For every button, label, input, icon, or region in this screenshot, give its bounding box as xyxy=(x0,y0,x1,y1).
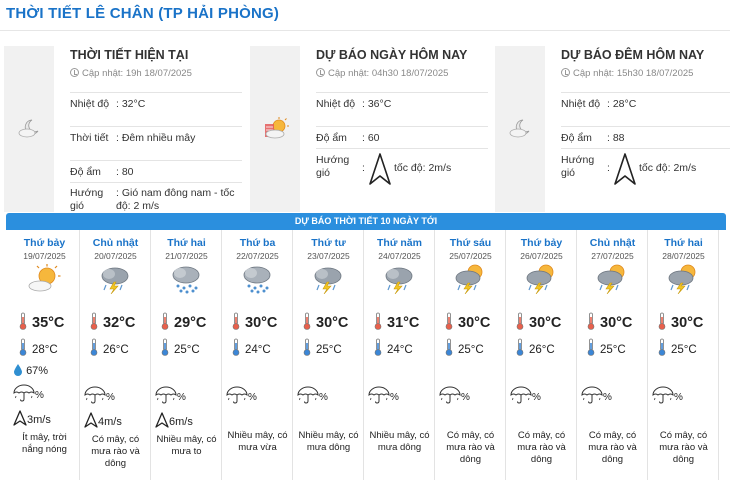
thermometer-cold-icon xyxy=(232,344,245,356)
forecast-max-temp xyxy=(303,312,348,331)
thermometer-cold-icon xyxy=(587,344,600,356)
forecast-min-temp xyxy=(90,338,129,356)
forecast-max-temp-value: 35°C xyxy=(32,315,65,331)
today-wind-colon: : xyxy=(362,162,365,174)
forecast-min-temp xyxy=(232,338,271,356)
forecast-max-temp xyxy=(90,312,135,331)
forecast-max-temp-value: 29°C xyxy=(174,315,207,331)
forecast-day-date: 24/07/2025 xyxy=(378,251,421,261)
forecast-description: Có mây, có mưa rào và dông xyxy=(659,430,708,465)
wind-direction-arrow-icon xyxy=(84,416,98,428)
umbrella-icon xyxy=(368,392,390,403)
forecast-rain-value: % xyxy=(674,392,683,403)
divider xyxy=(561,148,730,149)
thermometer-hot-icon xyxy=(303,315,316,331)
tonight-humidity-value: : 88 xyxy=(607,132,625,144)
forecast-wind-value: 6m/s xyxy=(169,416,193,428)
current-wind-label: Hướng gió xyxy=(70,187,104,212)
forecast-max-temp-value: 30°C xyxy=(458,315,491,331)
forecast-day xyxy=(151,230,222,480)
today-update-text: Cập nhật: 04h30 18/07/2025 xyxy=(328,68,449,79)
forecast-min-temp-value: 25°C xyxy=(316,344,342,356)
forecast-max-temp xyxy=(161,312,206,331)
today-title: DỰ BÁO NGÀY HÔM NAY xyxy=(316,48,468,62)
forecast-max-temp xyxy=(232,312,277,331)
current-temp-label: Nhiệt độ xyxy=(70,98,110,110)
forecast-max-temp-value: 30°C xyxy=(245,315,278,331)
tonight-icon-column xyxy=(495,46,545,212)
forecast-description: Nhiều mây, có mưa dông xyxy=(369,430,430,453)
tonight-title: DỰ BÁO ĐÊM HÔM NAY xyxy=(561,48,705,62)
umbrella-icon xyxy=(226,392,248,403)
ten-day-forecast xyxy=(6,213,726,480)
forecast-max-temp-value: 30°C xyxy=(671,315,704,331)
sun-thunderstorm-icon xyxy=(666,264,700,299)
forecast-max-temp-value: 31°C xyxy=(387,315,420,331)
forecast-day xyxy=(9,230,80,480)
forecast-day xyxy=(648,230,719,480)
forecast-rain-chance xyxy=(13,384,44,402)
thermometer-cold-icon xyxy=(303,344,316,356)
forecast-rain-value: % xyxy=(532,392,541,403)
forecast-rain-value: % xyxy=(319,392,328,403)
forecast-rain-chance xyxy=(652,386,683,404)
forecast-day-date: 26/07/2025 xyxy=(520,251,563,261)
forecast-max-temp-value: 30°C xyxy=(600,315,633,331)
thermometer-cold-icon xyxy=(90,344,103,356)
thermometer-cold-icon xyxy=(19,344,32,356)
forecast-min-temp-value: 25°C xyxy=(174,344,200,356)
forecast-description: Có mây, có mưa rào và dông xyxy=(446,430,495,465)
forecast-header: DỰ BÁO THỜI TIẾT 10 NGÀY TỚI xyxy=(6,213,726,230)
forecast-rain-value: % xyxy=(461,392,470,403)
current-update xyxy=(70,68,192,79)
forecast-min-temp xyxy=(161,338,200,356)
forecast-day xyxy=(222,230,293,480)
page-title: THỜI TIẾT LÊ CHÂN (TP HẢI PHÒNG) xyxy=(6,5,280,22)
divider xyxy=(561,92,730,93)
divider xyxy=(70,182,242,183)
forecast-max-temp xyxy=(445,312,490,331)
forecast-max-temp-value: 30°C xyxy=(316,315,349,331)
thermometer-cold-icon xyxy=(516,344,529,356)
tonight-temp-value: : 28°C xyxy=(607,98,637,110)
clock-icon xyxy=(70,68,79,77)
today-humidity-value: : 60 xyxy=(362,132,380,144)
tonight-temp-label: Nhiệt độ xyxy=(561,98,601,110)
forecast-max-temp-value: 30°C xyxy=(529,315,562,331)
divider xyxy=(70,126,242,127)
thermometer-cold-icon xyxy=(658,344,671,356)
umbrella-icon xyxy=(510,392,532,403)
today-update xyxy=(316,68,448,79)
divider xyxy=(70,92,242,93)
forecast-min-temp-value: 25°C xyxy=(458,344,484,356)
tonight-humidity-label: Độ ẩm xyxy=(561,132,592,144)
clock-icon xyxy=(561,68,570,77)
forecast-day xyxy=(506,230,577,480)
forecast-rain-chance xyxy=(368,386,399,404)
divider xyxy=(316,126,488,127)
current-weather-panel xyxy=(4,46,240,212)
forecast-humidity xyxy=(13,363,48,377)
current-temp-value: : 32°C xyxy=(116,98,146,110)
thermometer-hot-icon xyxy=(161,315,174,331)
thermometer-hot-icon xyxy=(374,315,387,331)
divider xyxy=(70,160,242,161)
forecast-wind xyxy=(84,412,122,428)
forecast-day-date: 27/07/2025 xyxy=(591,251,634,261)
today-temp-label: Nhiệt độ xyxy=(316,98,356,110)
umbrella-icon xyxy=(439,392,461,403)
forecast-rain-chance xyxy=(226,386,257,404)
forecast-day-name: Thứ năm xyxy=(377,237,422,249)
wind-direction-arrow-icon xyxy=(368,152,392,193)
humidity-drop-icon xyxy=(13,365,23,377)
forecast-rain-value: % xyxy=(35,390,44,401)
forecast-day-name: Thứ tư xyxy=(311,237,346,249)
current-icon-column xyxy=(4,46,54,212)
thermometer-hot-icon xyxy=(516,315,529,331)
thunderstorm-icon xyxy=(311,264,345,299)
tonight-wind-colon: : xyxy=(607,162,610,174)
forecast-description: Có mây, có mưa rào và dông xyxy=(588,430,637,465)
forecast-day xyxy=(80,230,151,480)
forecast-day-name: Thứ hai xyxy=(167,237,206,249)
umbrella-icon xyxy=(155,392,177,403)
forecast-day xyxy=(577,230,648,480)
forecast-description: Có mây, có mưa rào và dông xyxy=(517,430,566,465)
forecast-description: Có mây, có mưa rào và dông xyxy=(91,434,140,469)
forecast-wind xyxy=(13,410,51,426)
current-wind-value: : Gió nam đông nam - tốc độ: 2 m/s xyxy=(116,187,235,212)
today-icon-column xyxy=(250,46,300,212)
forecast-rain-value: % xyxy=(248,392,257,403)
sun-cloud-icon xyxy=(27,264,61,299)
forecast-min-temp-value: 24°C xyxy=(387,344,413,356)
forecast-humidity-value: 67% xyxy=(26,365,49,377)
forecast-wind-value: 4m/s xyxy=(98,416,122,428)
thermometer-hot-icon xyxy=(587,315,600,331)
forecast-min-temp xyxy=(445,338,484,356)
thunderstorm-icon xyxy=(98,264,132,299)
current-title: THỜI TIẾT HIỆN TẠI xyxy=(70,48,189,62)
forecast-rain-chance xyxy=(297,386,328,404)
forecast-min-temp xyxy=(587,338,626,356)
forecast-min-temp xyxy=(374,338,413,356)
forecast-rain-chance xyxy=(581,386,612,404)
tonight-wind-label: Hướng gió xyxy=(561,154,595,179)
current-condition-label: Thời tiết xyxy=(70,132,109,144)
cloudy-moon-icon xyxy=(508,116,532,145)
forecast-day-date: 22/07/2025 xyxy=(236,251,279,261)
forecast-min-temp xyxy=(303,338,342,356)
title-divider xyxy=(0,30,730,31)
sun-thunderstorm-icon xyxy=(453,264,487,299)
current-humidity-value: : 80 xyxy=(116,166,134,178)
thermometer-hot-icon xyxy=(445,315,458,331)
forecast-min-temp xyxy=(19,338,58,356)
forecast-day-name: Thứ bảy xyxy=(520,237,563,249)
sun-rain-icon xyxy=(263,116,289,147)
forecast-day-name: Chủ nhật xyxy=(589,237,636,249)
forecast-rain-value: % xyxy=(603,392,612,403)
tonight-forecast-panel xyxy=(495,46,730,212)
forecast-rain-chance xyxy=(155,386,186,404)
forecast-day-name: Chủ nhật xyxy=(92,237,139,249)
forecast-min-temp-value: 26°C xyxy=(529,344,555,356)
forecast-rain-value: % xyxy=(390,392,399,403)
forecast-day-date: 20/07/2025 xyxy=(94,251,137,261)
forecast-wind xyxy=(155,412,193,428)
forecast-min-temp-value: 28°C xyxy=(32,344,58,356)
forecast-wind-value: 3m/s xyxy=(27,414,51,426)
forecast-min-temp xyxy=(516,338,555,356)
forecast-day xyxy=(293,230,364,480)
forecast-description: Nhiều mây, có mưa to xyxy=(156,434,217,457)
forecast-day-date: 23/07/2025 xyxy=(307,251,350,261)
today-wind-speed: tốc độ: 2m/s xyxy=(394,162,452,174)
clock-icon xyxy=(316,68,325,77)
forecast-rain-chance xyxy=(84,386,115,404)
forecast-max-temp xyxy=(516,312,561,331)
cloudy-moon-icon xyxy=(17,116,41,145)
forecast-max-temp xyxy=(374,312,419,331)
wind-direction-arrow-icon xyxy=(13,414,27,426)
current-humidity-label: Độ ẩm xyxy=(70,166,101,178)
forecast-min-temp-value: 25°C xyxy=(600,344,626,356)
forecast-max-temp xyxy=(587,312,632,331)
forecast-min-temp-value: 26°C xyxy=(103,344,129,356)
divider xyxy=(316,148,488,149)
umbrella-icon xyxy=(581,392,603,403)
thermometer-hot-icon xyxy=(19,315,32,331)
wind-direction-arrow-icon xyxy=(155,416,169,428)
thermometer-cold-icon xyxy=(445,344,458,356)
sun-thunderstorm-icon xyxy=(595,264,629,299)
tonight-wind-speed: tốc độ: 2m/s xyxy=(639,162,697,174)
forecast-rain-chance xyxy=(510,386,541,404)
today-forecast-panel xyxy=(250,46,486,212)
umbrella-icon xyxy=(13,390,35,401)
forecast-max-temp xyxy=(658,312,703,331)
forecast-description: Nhiều mây, có mưa vừa xyxy=(227,430,288,453)
forecast-day-name: Thứ hai xyxy=(664,237,703,249)
today-humidity-label: Độ ẩm xyxy=(316,132,347,144)
forecast-day xyxy=(364,230,435,480)
thermometer-cold-icon xyxy=(374,344,387,356)
forecast-day xyxy=(435,230,506,480)
forecast-min-temp-value: 24°C xyxy=(245,344,271,356)
today-temp-value: : 36°C xyxy=(362,98,392,110)
wind-direction-arrow-icon xyxy=(613,152,637,193)
forecast-day-date: 28/07/2025 xyxy=(662,251,705,261)
thunderstorm-icon xyxy=(382,264,416,299)
rain-cloud-icon xyxy=(240,264,274,299)
forecast-rain-chance xyxy=(439,386,470,404)
forecast-max-temp xyxy=(19,312,64,331)
forecast-day-date: 19/07/2025 xyxy=(23,251,66,261)
forecast-day-name: Thứ bảy xyxy=(23,237,66,249)
forecast-description: Nhiều mây, có mưa dông xyxy=(298,430,359,453)
forecast-rain-value: % xyxy=(106,392,115,403)
thermometer-hot-icon xyxy=(658,315,671,331)
tonight-update xyxy=(561,68,693,79)
umbrella-icon xyxy=(84,392,106,403)
forecast-day-date: 25/07/2025 xyxy=(449,251,492,261)
thermometer-cold-icon xyxy=(161,344,174,356)
forecast-min-temp-value: 25°C xyxy=(671,344,697,356)
rain-cloud-icon xyxy=(169,264,203,299)
current-condition-value: : Đêm nhiều mây xyxy=(116,132,196,144)
umbrella-icon xyxy=(652,392,674,403)
current-update-text: Cập nhật: 19h 18/07/2025 xyxy=(82,68,192,79)
thermometer-hot-icon xyxy=(90,315,103,331)
forecast-day-date: 21/07/2025 xyxy=(165,251,208,261)
tonight-update-text: Cập nhật: 15h30 18/07/2025 xyxy=(573,68,694,79)
forecast-min-temp xyxy=(658,338,697,356)
forecast-rain-value: % xyxy=(177,392,186,403)
forecast-day-name: Thứ ba xyxy=(239,237,276,249)
divider xyxy=(316,92,488,93)
sun-thunderstorm-icon xyxy=(524,264,558,299)
divider xyxy=(561,126,730,127)
umbrella-icon xyxy=(297,392,319,403)
forecast-day-name: Thứ sáu xyxy=(449,237,492,249)
today-wind-label: Hướng gió xyxy=(316,154,350,179)
thermometer-hot-icon xyxy=(232,315,245,331)
forecast-max-temp-value: 32°C xyxy=(103,315,136,331)
forecast-description: Ít mây, trời nắng nóng xyxy=(22,432,67,455)
